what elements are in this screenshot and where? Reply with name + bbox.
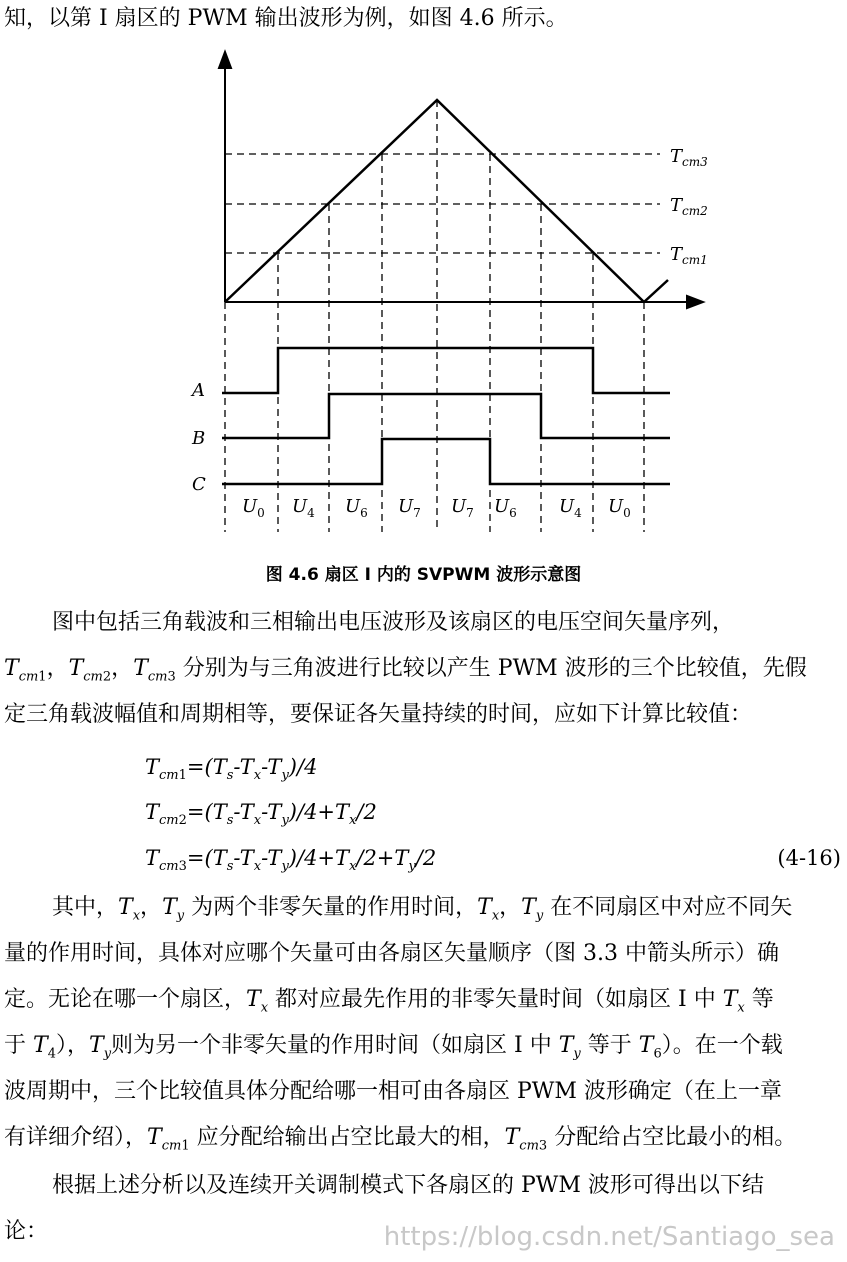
vector-label-3: $U_7$ xyxy=(398,496,421,520)
vector-label-5: $U_6$ xyxy=(494,496,517,520)
equation-2: $T_{cm2}=(T_s-T_x-T_y)/4+T_x/2$ xyxy=(145,800,377,829)
para1-line1: 图中包括三角载波和三相输出电压波形及该扇区的电压空间矢量序列， xyxy=(52,610,735,635)
eq1-body: $=(T_s-T_x-T_y)/4$ xyxy=(186,755,318,784)
figure-caption: 图 4.6 扇区 I 内的 SVPWM 波形示意图 xyxy=(265,565,582,585)
para2-line1: 其中，$T_x$，$T_y$ 为两个非零矢量的作用时间，$T_x$，$T_y$ 在不同扇区中对应不同矢 xyxy=(52,895,793,924)
para2-line5: 波周期中，三个比较值具体分配给哪一相可由各扇区 PWM 波形确定（在上一章 xyxy=(4,1079,782,1104)
svpwm-figure xyxy=(0,0,847,560)
para2-line2: 量的作用时间，具体对应哪个矢量可由各扇区矢量顺序（图 3.3 中箭头所示）确 xyxy=(4,941,779,966)
y-axis-arrow-icon xyxy=(219,52,231,68)
vector-label-2: $U_6$ xyxy=(345,496,368,520)
phase-label-b: B xyxy=(192,428,206,449)
vector-label-0: $U_0$ xyxy=(242,496,265,520)
phase-label-a: A xyxy=(192,380,205,401)
label-tcm1: $T_{cm1}$ xyxy=(670,244,708,267)
eq3-body: $=(T_s-T_x-T_y)/4+T_x/2+T_y/2$ xyxy=(186,846,437,875)
phase-a-wave xyxy=(222,348,670,393)
equation-number: (4-16) xyxy=(777,846,841,870)
para1-line3: 定三角载波幅值和周期相等，要保证各矢量持续的时间，应如下计算比较值： xyxy=(4,702,753,727)
intro-line: 知，以第 I 扇区的 PWM 输出波形为例，如图 4.6 所示。 xyxy=(4,6,568,31)
label-tcm3: $T_{cm3}$ xyxy=(670,146,708,169)
phase-c-wave xyxy=(222,439,670,484)
equation-1: $T_{cm1}=(T_s-T_x-T_y)/4$ xyxy=(145,755,318,784)
watermark: https://blog.csdn.net/Santiago_sea xyxy=(383,1222,835,1252)
vector-label-1: $U_4$ xyxy=(292,496,315,520)
vector-label-7: $U_0$ xyxy=(608,496,631,520)
eq2-body: $=(T_s-T_x-T_y)/4+T_x/2$ xyxy=(186,800,377,829)
para2-line6: 有详细介绍），$T_{cm1}$ 应分配给输出占空比最大的相，$T_{cm3}$ 分配给占空比最小的相。 xyxy=(4,1125,797,1154)
para1-line2: $T_{cm1}$，$T_{cm2}$，$T_{cm3}$ 分别为与三角波进行比较以产生 PWM 波形的三个比较值，先假 xyxy=(4,656,807,685)
triangle-carrier xyxy=(225,100,668,302)
para3-line2: 论： xyxy=(4,1219,49,1244)
phase-label-c: C xyxy=(192,474,206,495)
para2-line4: 于 $T_4$），$T_y$则为另一个非零矢量的作用时间（如扇区 I 中 $T_y$ 等于 $T_6$）。在一个载 xyxy=(4,1033,783,1062)
para3-line1: 根据上述分析以及连续开关调制模式下各扇区的 PWM 波形可得出以下结 xyxy=(52,1173,764,1198)
vector-label-6: $U_4$ xyxy=(559,496,582,520)
x-axis-arrow-icon xyxy=(687,296,703,308)
equation-3: $T_{cm3}=(T_s-T_x-T_y)/4+T_x/2+T_y/2$ xyxy=(145,846,437,875)
label-tcm2: $T_{cm2}$ xyxy=(670,195,708,218)
para2-line3: 定。无论在哪一个扇区，$T_x$ 都对应最先作用的非零矢量时间（如扇区 I 中 $T_x$ 等 xyxy=(4,987,774,1016)
phase-b-wave xyxy=(222,394,670,438)
vector-label-4: $U_7$ xyxy=(451,496,474,520)
